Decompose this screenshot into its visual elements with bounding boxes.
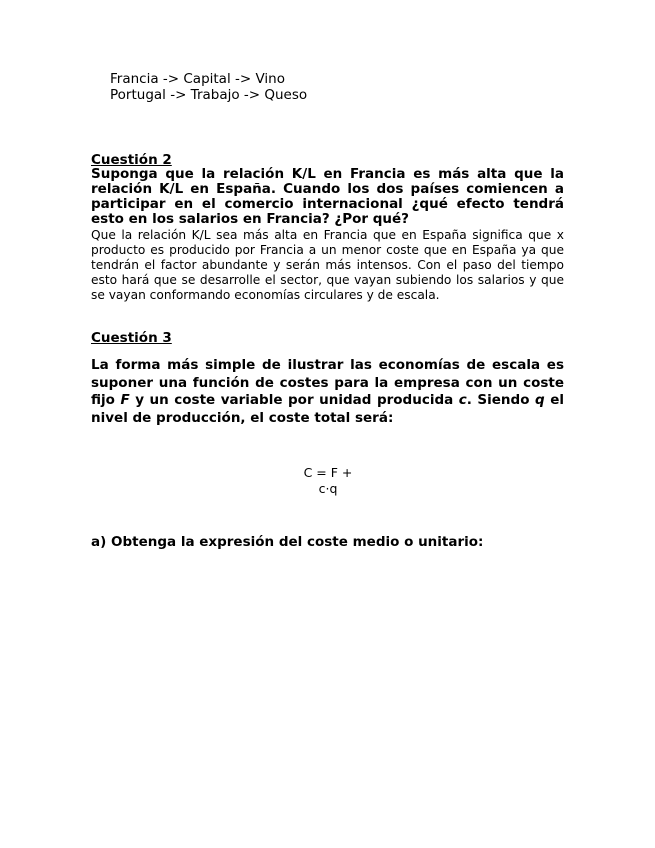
q3-heading: Cuestión 3 (91, 330, 172, 346)
q3-subquestion-a: a) Obtenga la expresión del coste medio o unitario: (91, 534, 484, 550)
variable-c: c (458, 392, 467, 408)
formula-line-2: c·q (318, 481, 338, 496)
q3-intro-part2: y un coste variable por unidad producida (129, 392, 459, 408)
q3-intro-part3: . Siendo (466, 392, 536, 408)
q3-intro (91, 357, 564, 427)
q2-answer: Que la relación K/L sea más alta en Francia que en España significa que x producto es producido por Francia a un menor coste que en España ya que tendrán el factor abundante y serán más intensos. Con el paso del tiempo esto hará que se desarrolle el sector, que vayan subiendo los salarios y que se vayan conformando economías circulares y de escala. (91, 228, 564, 302)
formula-line-1: C = F + (303, 465, 353, 480)
q2-question: Suponga que la relación K/L en Francia es más alta que la relación K/L en España. Cuando los dos países comiencen a participar en el comercio internacional ¿qué efecto tendrá esto en los salarios en Francia? ¿Por qué? (91, 166, 564, 227)
mapping-line-francia: Francia -> Capital -> Vino (110, 71, 285, 87)
variable-q: q (535, 392, 545, 408)
variable-F: F (120, 392, 130, 408)
q2-heading: Cuestión 2 (91, 152, 172, 168)
q3-intro-part4: el nivel de producción, el coste total será: (91, 392, 564, 426)
q3-intro-part1: La forma más simple de ilustrar las economías de escala es suponer una función de costes para la empresa con un coste fijo (91, 357, 564, 408)
mapping-line-portugal: Portugal -> Trabajo -> Queso (110, 87, 308, 103)
